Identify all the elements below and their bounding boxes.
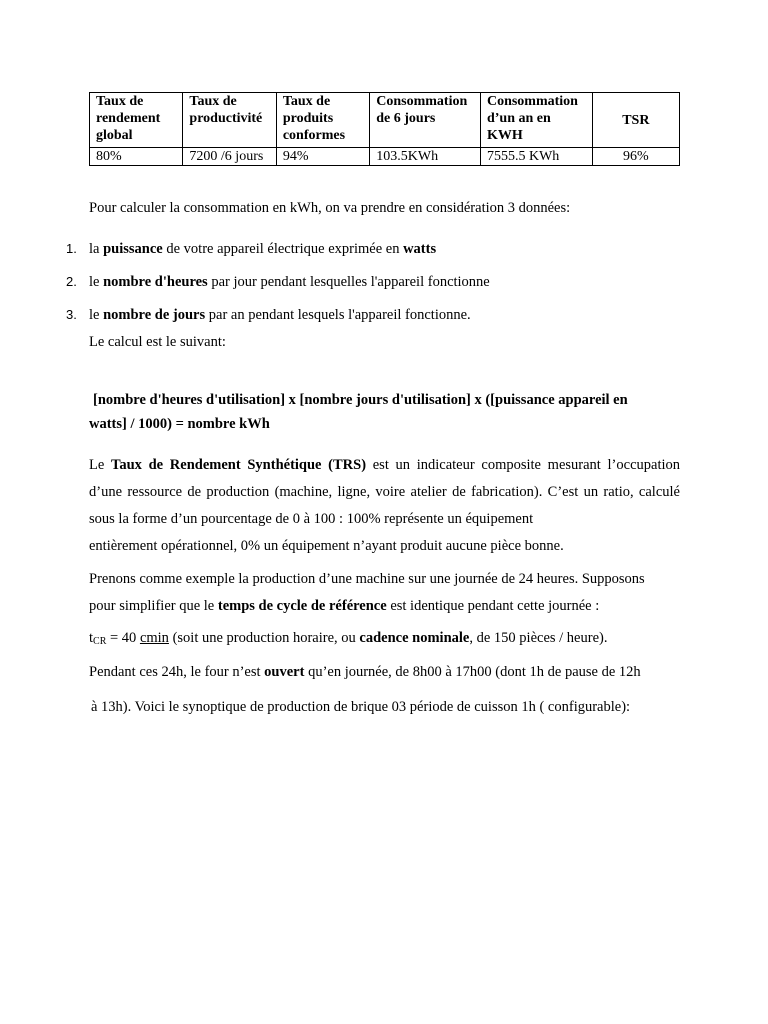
list-bold-term: nombre d'heures [103,274,208,290]
trs-paragraph [89,452,680,560]
table-header-cell: Taux de productivité [183,93,276,148]
list-number: 1. [66,241,77,256]
list-text: par an pendant lesquels l'appareil fonctionne. [205,307,471,323]
tcr-unit: cmin [139,630,169,646]
paragraph-bold-term: ouvert [264,664,305,680]
table-cell: 94% [276,148,369,166]
list-text: par jour pendant lesquelles l'appareil fonctionne [207,274,490,290]
paragraph-bold-term: Taux de Rendement Synthétique (TRS) [111,457,367,473]
paragraph-text: qu’en journée, de 8h00 à 17h00 (dont 1h de pause de 12h [304,664,641,680]
paragraph-text: , de 150 pièces / heure). [469,630,608,646]
metrics-table [89,92,680,166]
intro-text: Pour calculer la consommation en kWh, on va prendre en considération 3 données: [89,200,571,216]
table-header-cell: Taux de rendement global [90,93,183,148]
list-text: la [89,241,104,257]
table-cell: 103.5KWh [370,148,481,166]
paragraph-line [89,593,680,620]
paragraph-bold-term: temps de cycle de référence [217,598,387,614]
list-item [66,274,490,291]
schedule-line [89,664,641,681]
paragraph-text: (soit une production horaire, ou [168,630,360,646]
formula-line: [nombre d'heures d'utilisation] x [nombre jours d'utilisation] x ([puissance appareil en [93,392,628,408]
paragraph-text: Prenons comme exemple la production d’une machine sur une journée de 24 heures. Supposons [89,571,645,587]
paragraph-text: est un indicateur composite mesurant l’occupation d’une ressource de production (machine, ligne, voire atelier de fabrication). C’est un ratio, calculé sous la forme d’un pourcentage de 0 à 100 : 100% représente un équipement [89,457,680,527]
paragraph-text: Le [89,457,111,473]
table-cell: 7200 /6 jours [183,148,276,166]
tcr-line [89,630,607,647]
table-cell: 96% [592,148,679,166]
list-bold-term: watts [403,241,437,257]
paragraph-bold-term: cadence nominale [359,630,470,646]
schedule-line: à 13h). Voici le synoptique de production de brique 03 période de cuisson 1h ( configurable): [91,699,631,715]
paragraph-text: = 40 [106,630,140,646]
list-text: le [89,307,104,323]
example-paragraph [89,566,680,620]
list-bold-term: puissance [103,241,163,257]
table-row [90,148,680,166]
list-item [66,241,436,258]
list-number: 3. [66,307,77,322]
table-cell: 80% [90,148,183,166]
table-header-cell: TSR [592,93,679,148]
formula [89,388,664,436]
tcr-symbol: t [89,630,94,646]
table-cell: 7555.5 KWh [480,148,592,166]
list-text: le [89,274,104,290]
table-header-cell: Taux de produits conformes [276,93,369,148]
formula-line: watts] / 1000) = nombre kWh [89,416,270,432]
table-header-row [90,93,680,148]
table-header-cell: Consommation d’un an en KWH [480,93,592,148]
list-bold-term: nombre de jours [103,307,206,323]
table-header-cell: Consommation de 6 jours [370,93,481,148]
list-item [66,307,471,324]
calc-intro-text: Le calcul est le suivant: [89,334,226,350]
paragraph-text: Pendant ces 24h, le four n’est [89,664,265,680]
paragraph-text: entièrement opérationnel, 0% un équipement n’ayant produit aucune pièce bonne. [89,538,564,554]
tcr-subscript: CR [93,636,107,647]
paragraph-text: est identique pendant cette journée : [386,598,600,614]
paragraph-text: pour simplifier que le [89,598,218,614]
list-number: 2. [66,274,77,289]
list-text: de votre appareil électrique exprimée en [162,241,404,257]
